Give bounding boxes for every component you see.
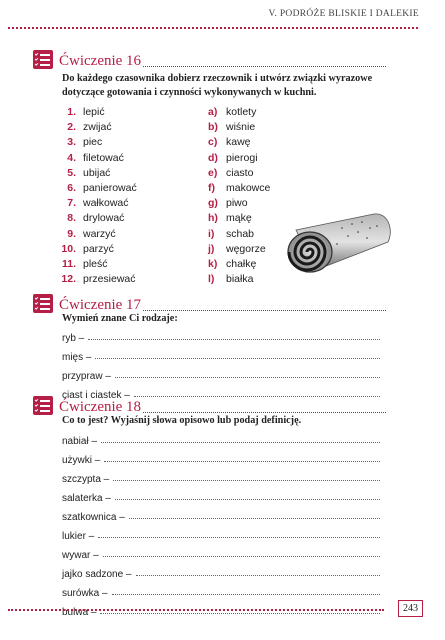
answer-line[interactable]: salaterka –: [62, 493, 380, 504]
checklist-icon: [33, 396, 53, 415]
list-item: l) białka: [208, 273, 254, 286]
checklist-icon: [33, 50, 53, 69]
list-item: j) węgorze: [208, 242, 266, 255]
exercise-title: Ćwiczenie 17: [59, 297, 142, 313]
noun-list: [208, 105, 270, 287]
list-item: 9. warzyć: [67, 227, 116, 240]
footer-divider: [8, 609, 384, 611]
list-item: 2. zwijać: [67, 121, 112, 134]
list-item: a) kotlety: [208, 106, 257, 118]
answer-line[interactable]: wywar –: [62, 550, 380, 561]
list-item: 12. przesiewać: [61, 273, 136, 286]
exercise-title: Ćwiczenie 18: [59, 399, 142, 415]
list-item: g) piwo: [208, 197, 248, 210]
list-item: k) chałkę: [208, 258, 257, 271]
list-item: 5. ubijać: [67, 166, 111, 179]
answer-line[interactable]: przypraw –: [62, 371, 380, 382]
list-item: h) mąkę: [208, 212, 252, 225]
exercise-instruction: Do każdego czasownika dobierz rzeczownik i utwórz związki wyrazowe dotyczące gotowania i czynności wykonywanych w kuchni.: [62, 73, 373, 98]
answer-line[interactable]: ciast i ciastek –: [62, 390, 380, 401]
answer-line[interactable]: szczypta –: [62, 474, 380, 485]
list-item: 4. filetować: [67, 151, 124, 164]
exercise-instruction: Wymień znane Ci rodzaje:: [62, 313, 178, 324]
exercise-instruction: Co to jest? Wyjaśnij słowa opisowo lub podaj definicję.: [62, 415, 302, 426]
list-item: 8. drylować: [67, 212, 125, 225]
list-item: 3. piec: [67, 136, 103, 149]
answer-line[interactable]: jajko sadzone –: [62, 569, 380, 580]
answer-line[interactable]: ryb –: [62, 333, 380, 344]
answer-line[interactable]: używki –: [62, 455, 380, 466]
exercise-18-header: [33, 396, 386, 415]
list-item: e) ciasto: [208, 166, 254, 179]
header-divider: [8, 27, 418, 29]
answer-line[interactable]: mięs –: [62, 352, 380, 363]
list-item: d) pierogi: [208, 151, 258, 164]
answer-line[interactable]: surówka –: [62, 588, 380, 599]
chapter-title: V. PODRÓŻE BLISKIE I DALEKIE: [268, 9, 419, 19]
list-item: 11. pleść: [61, 258, 108, 271]
list-item: b) wiśnie: [208, 121, 256, 134]
verb-list: [56, 105, 137, 287]
exercise-16-header: [33, 50, 386, 69]
poppy-seed-roll-image: [282, 208, 394, 280]
answer-line[interactable]: nabiał –: [62, 436, 380, 447]
answer-line[interactable]: szatkownica –: [62, 512, 380, 523]
list-item: 10. parzyć: [61, 242, 114, 255]
answer-line[interactable]: lukier –: [62, 531, 380, 542]
checklist-icon: [33, 294, 53, 313]
answer-line[interactable]: bulwa –: [62, 607, 380, 618]
list-item: i) schab: [208, 227, 255, 240]
list-item: 7. wałkować: [67, 197, 129, 210]
exercise-title: Ćwiczenie 16: [59, 53, 142, 69]
list-item: c) kawę: [208, 136, 251, 149]
list-item: 1. lepić: [67, 106, 105, 118]
page-number: 243: [398, 600, 423, 617]
list-item: f) makowce: [208, 182, 271, 195]
exercise-17-header: [33, 294, 386, 313]
list-item: 6. panierować: [67, 182, 137, 195]
